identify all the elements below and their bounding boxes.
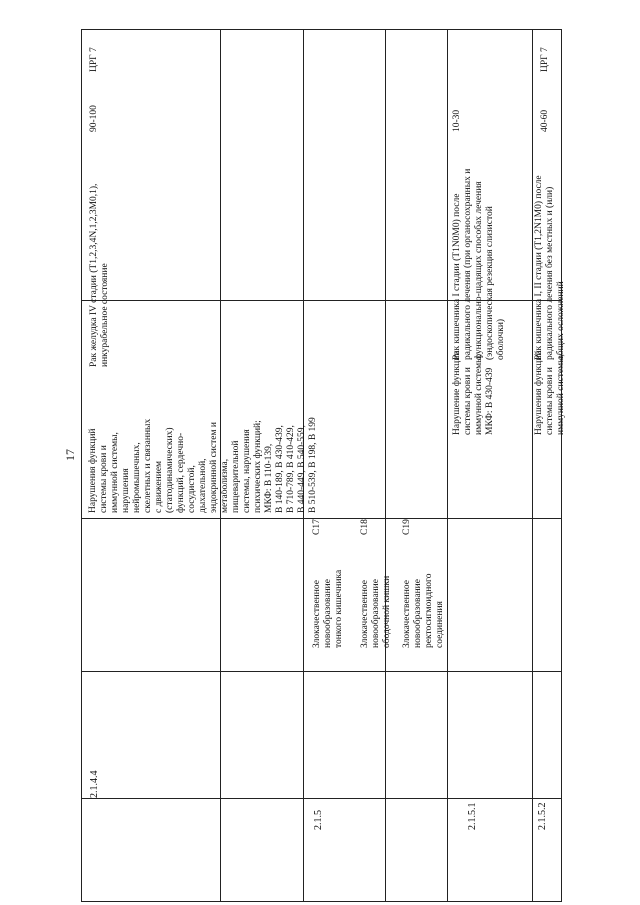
dysfunction-text-2-1-4-4: Нарушения функций системы крови и иммунной системы, нарушения нейромышечных, скелетных и связанных с движением (статодинамических) функций, сердечно- сосудистой, дыхательной, эндокринной систем и метаболизма, пищеварительной системы, нарушения психических функций; МКФ: В 110-139, В 140-189, В 430-439, В 710-789, В 410-429, В 440-449, В 540-559, В 510-539, В 198, В 199 <box>88 417 318 513</box>
disease-name-c19: Злокачественное новообразование ректосигмоидного соединения <box>402 573 445 648</box>
clinical-text-2-1-5-1: Рак кишечника I стадии (T1N0M0) после радикального лечения (при органосохранных и функционально-щадящих способах лечения (эндоскопическая резекция слизистой оболочки) <box>452 168 506 360</box>
clinical-text-2-1-5-2: Рак кишечника I, II стадии (T1,2N1M0) после радикального лечения без местных и (или) общих осложнений <box>534 175 566 360</box>
disability-percent-2-1-5-1: 10-30 <box>452 109 462 132</box>
column-separator <box>447 30 448 901</box>
disease-name-c18: Злокачественное новообразование ободочной кишки <box>360 575 392 648</box>
icd-code-c18: C18 <box>360 519 370 535</box>
dysfunction-text-2-1-5-1: Нарушение функции системы крови и иммунной системы; МКФ: В 430-439 <box>452 350 495 435</box>
row-separator <box>82 798 561 799</box>
row-separator <box>82 671 561 672</box>
disability-percent-2-1-4-4: 90-100 <box>89 105 99 132</box>
row-code-2-1-5-2: 2.1.5.2 <box>537 802 548 830</box>
clinical-text-2-1-4-4: Рак желудка IV стадии (T1,2,3,4N,1,2,3M0,1), инкурабельное состояние <box>89 183 110 367</box>
column-separator <box>385 30 386 901</box>
disability-percent-2-1-5-2: 40-60 <box>540 109 550 132</box>
icd-code-c17: C17 <box>312 519 322 535</box>
rehab-group-2-1-5-2: ЦРГ 7 <box>540 47 550 72</box>
page-number: 17 <box>63 449 77 461</box>
rehab-group-2-1-4-4: ЦРГ 7 <box>89 47 99 72</box>
disease-name-c17: Злокачественное новообразование тонкого кишечника <box>312 569 344 648</box>
row-code-2-1-5: 2.1.5 <box>313 810 324 830</box>
disability-criteria-table <box>81 29 566 902</box>
row-code-2-1-4-4: 2.1.4.4 <box>89 770 100 798</box>
row-code-2-1-5-1: 2.1.5.1 <box>467 802 478 830</box>
icd-code-c19: C19 <box>402 519 412 535</box>
column-separator <box>532 30 533 901</box>
dysfunction-text-2-1-5-2: Нарушения функций системы крови и иммунной системы, <box>534 350 566 435</box>
